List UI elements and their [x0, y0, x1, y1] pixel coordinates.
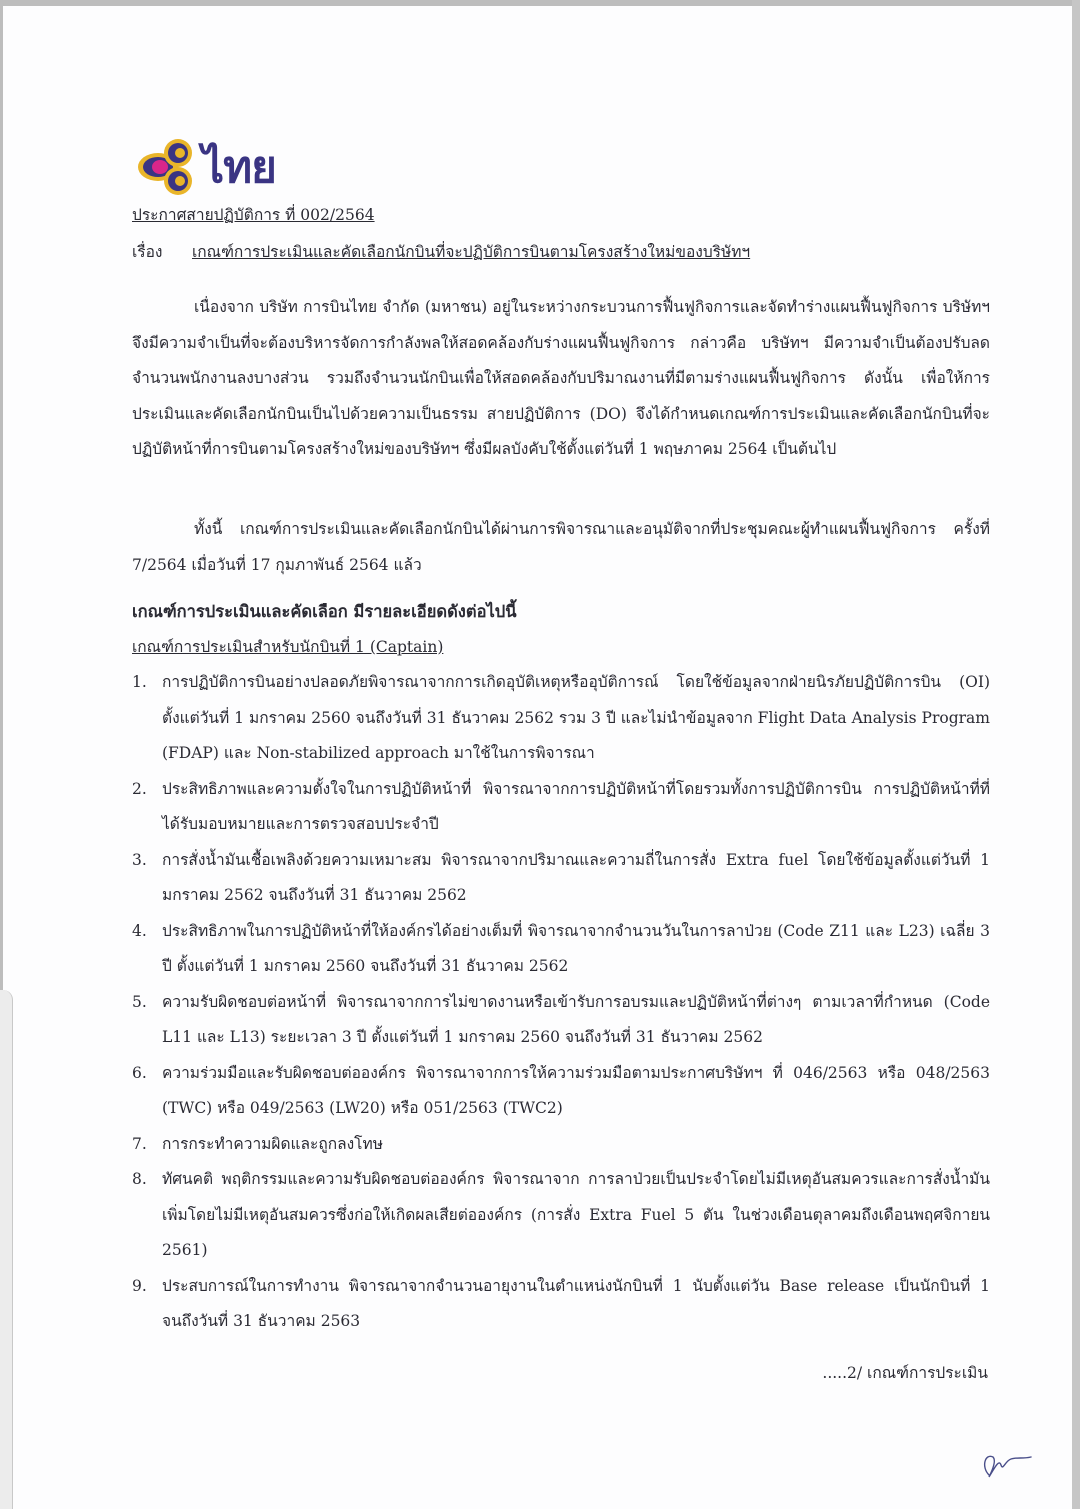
signature-icon [975, 1445, 1045, 1485]
item-number: 3. [132, 850, 147, 869]
item-text: ประสบการณ์ในการทำงาน พิจารณาจากจำนวนอายุงานในตำแหน่งนักบินที่ 1 นับตั้งแต่วัน Base release เป็นนักบินที่ 1 จนถึงวันที่ 31 ธันวาคม 2563 [162, 1276, 990, 1330]
captain-criteria-subtitle: เกณฑ์การประเมินสำหรับนักบินที่ 1 (Captain) [132, 638, 444, 656]
item-number: 8. [132, 1170, 147, 1188]
item-text: ความร่วมมือและรับผิดชอบต่อองค์กร พิจารณาจากการให้ความร่วมมือตามประกาศบริษัทฯ ที่ 046/2563 หรือ 048/2563 (TWC) หรือ 049/2563 (LW20) หรือ 051/2563 (TWC2) [162, 1063, 990, 1117]
item-number: 9. [132, 1276, 147, 1295]
item-number: 6. [132, 1063, 147, 1082]
intro-text: เนื่องจาก บริษัท การบินไทย จำกัด (มหาชน) อยู่ในระหว่างกระบวนการฟื้นฟูกิจการและจัดทำร่างแผนฟื้นฟูกิจการ บริษัทฯ จึงมีความจำเป็นที่จะต้องบริหารจัดการกำลังพลให้สอดคล้องกับร่างแผนฟื้นฟูกิจการ กล่าวคือ บริษัทฯ มีความจำเป็นต้องปรับลดจำนวนพนักงานลงบางส่วน รวมถึงจำนวนนักบินเพื่อให้สอดคล้องกับปริมาณงานที่มีตามร่างแผนฟื้นฟูกิจการ ดังนั้น เพื่อให้การประเมินและคัดเลือกนักบินเป็นไปด้วยความเป็นธรรม สายปฏิบัติการ (DO) จึงได้กำหนดเกณฑ์การประเมินและคัดเลือกนักบินที่จะปฏิบัติหน้าที่การบินตามโครงสร้างใหม่ของบริษัทฯ ซึ่งมีผลบังคับใช้ตั้งแต่วันที่ 1 พฤษภาคม 2564 เป็นต้นไป [132, 298, 990, 458]
item-text: ประสิทธิภาพและความตั้งใจในการปฏิบัติหน้าที่ พิจารณาจากการปฏิบัติหน้าที่โดยรวมทั้งการปฏิบัติการบิน การปฏิบัติหน้าที่ที่ได้รับมอบหมายและการตรวจสอบประจำปี [162, 779, 990, 833]
list-item [132, 914, 990, 985]
item-text: การปฏิบัติการบินอย่างปลอดภัยพิจารณาจากการเกิดอุบัติเหตุหรืออุบัติการณ์ โดยใช้ข้อมูลจากฝ่ายนิรภัยปฏิบัติการบิน (OI) ตั้งแต่วันที่ 1 มกราคม 2560 จนถึงวันที่ 31 ธันวาคม 2562 รวม 3 ปี และไม่นำข้อมูลจาก Flight Data Analysis Program (FDAP) และ Non-stabilized approach มาใช้ในการพิจารณา [162, 673, 990, 762]
list-item [132, 1269, 990, 1340]
item-text: ทัศนคติ พฤติกรรมและความรับผิดชอบต่อองค์กร พิจารณาจาก การลาป่วยเป็นประจำโดยไม่มีเหตุอันสมควรและการสั่งน้ำมันเพิ่มโดยไม่มีเหตุอันสมควรซึ่งก่อให้เกิดผลเสียต่อองค์กร (การสั่ง Extra Fuel 5 ตัน ในช่วงเดือนตุลาคมถึงเดือนพฤศจิกายน 2561) [162, 1170, 990, 1259]
subject-text: เกณฑ์การประเมินและคัดเลือกนักบินที่จะปฏิบัติการบินตามโครงสร้างใหม่ของบริษัทฯ [192, 243, 751, 261]
approval-paragraph [132, 512, 990, 583]
thai-airways-logo [136, 132, 276, 202]
list-item [132, 985, 990, 1056]
item-number: 7. [132, 1134, 147, 1153]
intro-paragraph [132, 290, 990, 468]
list-item [132, 843, 990, 914]
criteria-list [132, 665, 990, 1340]
item-number: 4. [132, 921, 147, 940]
approval-text: ทั้งนี้ เกณฑ์การประเมินและคัดเลือกนักบินได้ผ่านการพิจารณาและอนุมัติจากที่ประชุมคณะผู้ทำแผนฟื้นฟูกิจการ ครั้งที่ 7/2564 เมื่อวันที่ 17 กุมภาพันธ์ 2564 แล้ว [132, 520, 990, 574]
thai-airways-orchid-icon [136, 137, 198, 197]
item-number: 5. [132, 992, 147, 1011]
list-item [132, 1127, 990, 1163]
page-edge-tab [0, 990, 13, 1509]
list-item [132, 665, 990, 772]
logo-wordmark: ไทย [202, 142, 276, 193]
list-item [132, 1056, 990, 1127]
scan-border [1072, 0, 1080, 1509]
item-text: การสั่งน้ำมันเชื้อเพลิงด้วยความเหมาะสม พิจารณาจากปริมาณและความถี่ในการสั่ง Extra fuel โดยใช้ข้อมูลตั้งแต่วันที่ 1 มกราคม 2562 จนถึงวันที่ 31 ธันวาคม 2562 [162, 850, 990, 904]
list-item [132, 1162, 990, 1269]
subject-line [132, 235, 750, 271]
list-item [132, 772, 990, 843]
subject-label: เรื่อง [132, 243, 163, 261]
item-number: 2. [132, 779, 147, 798]
continuation-note: .....2/ เกณฑ์การประเมิน [822, 1364, 988, 1382]
item-number: 1. [132, 673, 147, 691]
criteria-title: เกณฑ์การประเมินและคัดเลือก มีรายละเอียดดังต่อไปนี้ [132, 602, 517, 621]
item-text: ประสิทธิภาพในการปฏิบัติหน้าที่ให้องค์กรได้อย่างเต็มที่ พิจารณาจากจำนวนวันในการลาป่วย (Code Z11 และ L23) เฉลี่ย 3 ปี ตั้งแต่วันที่ 1 มกราคม 2560 จนถึงวันที่ 31 ธันวาคม 2562 [162, 921, 990, 975]
announcement-number: ประกาศสายปฏิบัติการ ที่ 002/2564 [132, 206, 375, 224]
item-text: การกระทำความผิดและถูกลงโทษ [162, 1134, 383, 1153]
item-text: ความรับผิดชอบต่อหน้าที่ พิจารณาจากการไม่ขาดงานหรือเข้ารับการอบรมและปฏิบัติหน้าที่ต่างๆ ตามเวลาที่กำหนด (Code L11 และ L13) ระยะเวลา 3 ปี ตั้งแต่วันที่ 1 มกราคม 2560 จนถึงวันที่ 31 ธันวาคม 2562 [162, 992, 990, 1046]
